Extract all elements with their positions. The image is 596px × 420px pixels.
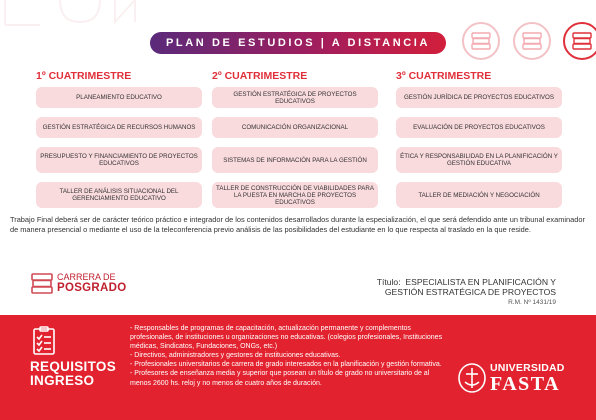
course-item: EVALUACIÓN DE PROYECTOS EDUCATIVOS — [396, 117, 562, 138]
books-icon — [513, 22, 551, 60]
list-item: - Profesionales universitarios de carrera de grado interesados en la planificación y gestión formativa. — [130, 361, 442, 369]
background-watermark — [0, 0, 140, 30]
resolucion-ministerial: R.M. Nº 1431/19 — [508, 299, 556, 306]
list-item: - Directivos, administradores y gestores de instituciones educativas. — [130, 352, 341, 360]
cuatrimestre-2-column — [212, 70, 378, 217]
course-item: SISTEMAS DE INFORMACIÓN PARA LA GESTIÓN — [212, 147, 378, 173]
trabajo-final-paragraph: Trabajo Final deberá ser de carácter teórico práctico e integrador de los contenidos desarrollados durante la especialización, el que será defendido ante un tribunal examinador de manera presencial o mediante el uso de la teleconferencia previo análisis de las posibilidades del estudiante en lo que respecta al traslado en la que reside. — [10, 215, 585, 234]
column-title: 2º CUATRIMESTRE — [212, 70, 308, 82]
course-item: TALLER DE CONSTRUCCIÓN DE VIABILIDADES PARA LA PUESTA EN MARCHA DE PROYECTOS EDUCATIVOS — [212, 182, 378, 208]
banner-title: PLAN DE ESTUDIOS | A DISTANCIA — [165, 37, 430, 49]
course-item: PRESUPUESTO Y FINANCIAMIENTO DE PROYECTOS EDUCATIVOS — [36, 147, 202, 173]
course-item: COMUNICACIÓN ORGANIZACIONAL — [212, 117, 378, 138]
universidad-fasta-logo — [457, 362, 565, 394]
cuatrimestre-1-column — [36, 70, 202, 217]
titulo-label: Título: — [376, 277, 401, 287]
carrera-label: CARRERA DE — [57, 272, 116, 282]
course-item: PLANEAMIENTO EDUCATIVO — [36, 87, 202, 108]
list-item: - Responsables de programas de capacitación, actualización permanente y complementos profesionales, de instituciones u organizaciones no educativas. (colegios profesionales, Instituciones médicas, Sindicatos, Fundaciones, ONGs, etc.) — [130, 325, 443, 351]
books-icon-active — [563, 22, 596, 60]
titulo-line1: ESPECIALISTA EN PLANIFICACIÓN Y — [405, 277, 556, 287]
course-item: TALLER DE ANÁLISIS SITUACIONAL DEL GERENCIAMIENTO EDUCATIVO — [36, 182, 202, 208]
carrera-posgrado-badge — [30, 271, 127, 295]
requisitos-ingreso-heading — [30, 360, 116, 388]
course-item: TALLER DE MEDIACIÓN Y NEGOCIACIÓN — [396, 182, 562, 208]
logo-universidad: UNIVERSIDAD — [490, 361, 565, 374]
course-item: GESTIÓN ESTRATÉGICA DE RECURSOS HUMANOS — [36, 117, 202, 138]
requisitos-line2: INGRESO — [30, 373, 95, 388]
course-item: GESTIÓN JURÍDICA DE PROYECTOS EDUCATIVOS — [396, 87, 562, 108]
titulo-line2: GESTIÓN ESTRATÉGICA DE PROYECTOS — [384, 287, 556, 297]
titulo-block — [377, 277, 556, 306]
requisitos-line1: REQUISITOS — [30, 359, 117, 374]
plan-de-estudios-banner — [150, 32, 446, 54]
cuatrimestre-3-column — [396, 70, 562, 217]
books-stack-icon — [30, 271, 54, 295]
column-title: 1º CUATRIMESTRE — [36, 70, 132, 82]
clipboard-checklist-icon — [32, 326, 56, 356]
logo-fasta: FASTA — [490, 372, 561, 395]
books-icon — [462, 22, 500, 60]
posgrado-label: POSGRADO — [57, 282, 127, 294]
university-crest-icon — [457, 362, 487, 394]
list-item: - Profesores de enseñanza media y superior que posean un título de grado no universitario de al menos 2600 hs. reloj y no menos de cuatro años de duración. — [130, 370, 430, 387]
course-item: GESTIÓN ESTRATÉGICA DE PROYECTOS EDUCATIVOS — [212, 87, 378, 108]
column-title: 3º CUATRIMESTRE — [396, 70, 492, 82]
course-item: ÉTICA Y RESPONSABILIDAD EN LA PLANIFICACIÓN Y GESTIÓN EDUCATIVA — [396, 147, 562, 173]
requisitos-list — [130, 324, 448, 388]
